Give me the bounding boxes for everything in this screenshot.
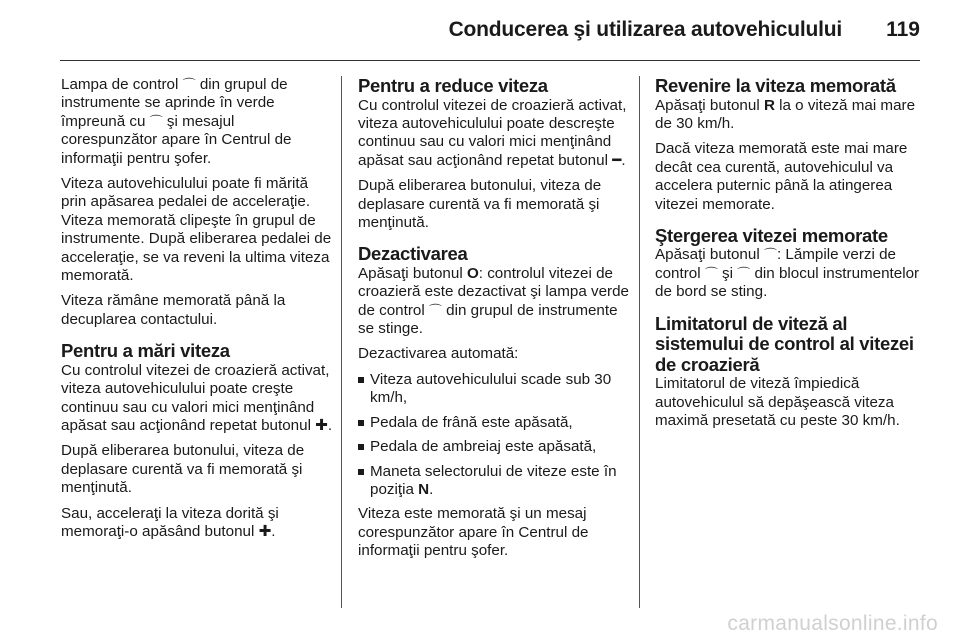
list-item: Maneta selectorului de viteze este în poziţia N. xyxy=(358,463,633,500)
column-1 xyxy=(61,76,333,612)
list-item: Pedala de ambreiaj este apăsată, xyxy=(358,438,633,456)
column-divider-1 xyxy=(341,76,342,608)
page-header xyxy=(0,0,960,60)
column-divider-2 xyxy=(639,76,640,608)
list-item: Pedala de frână este apăsată, xyxy=(358,414,633,432)
column-3 xyxy=(655,76,925,612)
paragraph-release-2: După eliberarea butonului, viteza de deplasare curentă va fi memorată şi menţinută. xyxy=(358,177,602,231)
heading-resume-speed: Revenire la viteza memorată xyxy=(655,75,896,96)
list-item: Viteza autovehiculului scade sub 30 km/h, xyxy=(358,371,633,408)
paragraph-reduce: Cu controlul vitezei de croazieră activat, viteza autovehiculului poate descreşte continuu sau cu valori mici menţinând apăsat sau acţionând repetat butonul ━. xyxy=(358,96,627,169)
cruise-control-icon: ⌒ xyxy=(763,247,777,263)
heading-clear-memory: Ştergerea vitezei memorate xyxy=(655,224,888,246)
paragraph-memory: Viteza rămâne memorată până la decuplarea contactului. xyxy=(61,292,286,328)
paragraph-resume: Apăsaţi butonul R la o viteză mai mare de 30 km/h. xyxy=(655,96,916,132)
heading-deactivation: Dezactivarea xyxy=(358,243,468,265)
chapter-title: Conducerea şi utilizarea autovehiculului xyxy=(448,18,842,41)
cruise-control-icon: ⌒ xyxy=(428,302,442,318)
paragraph-clear: Apăsaţi butonul ⌒: Lămpile verzi de control ⌒ şi ⌒ din blocul instrumentelor de bord se sting. xyxy=(655,246,920,301)
paragraph-increase: Cu controlul vitezei de croazieră activat, viteza autovehiculului poate creşte continuu sau cu valori mici menţinând apăsat sau acţionând repetat butonul ✚. xyxy=(61,361,333,434)
cruise-control-icon: ⌒ xyxy=(704,265,718,281)
cruise-control-icon: ⌒ xyxy=(149,113,163,129)
heading-increase-speed: Pentru a mări viteza xyxy=(61,340,230,362)
off-button-icon: O xyxy=(466,264,479,282)
minus-button-icon: ━ xyxy=(612,151,622,169)
paragraph-release-1: După eliberarea butonului, viteza de deplasare curentă va fi memorată şi menţinută. xyxy=(61,442,305,497)
paragraph-auto-deactivation: Dezactivarea automată: xyxy=(358,345,519,363)
paragraph-accelerate: Viteza autovehiculului poate fi mărită prin apăsarea pedalei de acceleraţie. Viteza memorată clipeşte în grupul de instrumente. După eliberarea pedalei de acceleraţie, se va reveni la ultima viteza memorată. xyxy=(61,175,332,285)
auto-deactivation-list xyxy=(358,371,633,499)
plus-button-icon: ✚ xyxy=(258,523,272,541)
resume-button-label: R xyxy=(763,96,775,114)
heading-reduce-speed: Pentru a reduce viteza xyxy=(358,75,548,96)
heading-speed-limiter: Limitatorul de viteză al sistemului de control al vitezei de croazieră xyxy=(655,312,914,375)
header-divider xyxy=(60,60,920,61)
cruise-control-icon: ⌒ xyxy=(182,77,196,92)
cruise-control-icon: ⌒ xyxy=(737,265,751,281)
page-number: 119 xyxy=(886,18,920,41)
paragraph-or-accelerate: Sau, acceleraţi la viteza dorită şi memoraţi-o apăsând butonul ✚. xyxy=(61,504,279,541)
paragraph-memorized: Viteza este memorată şi un mesaj corespunzător apare în Centrul de informaţii pentru şofer. xyxy=(358,505,589,560)
paragraph-higher-speed: Dacă viteza memorată este mai mare decât cea curentă, autovehiculul va accelera puternic până la atingerea vitezei memorate. xyxy=(655,140,908,213)
paragraph-limiter: Limitatorul de viteză împiedică autovehiculul să depăşească viteza maximă presetată cu peste 30 km/h. xyxy=(655,375,900,429)
plus-button-icon: ✚ xyxy=(315,417,328,434)
paragraph-control-lamp: Lampa de control ⌒ din grupul de instrumente se aprinde în verde împreună cu ⌒ şi mesajul corespunzător apare în Centrul de informaţii pentru şofer. xyxy=(61,76,292,167)
watermark: carmanualsonline.info xyxy=(727,612,938,635)
column-2 xyxy=(358,76,633,612)
neutral-position-label: N xyxy=(418,480,430,498)
paragraph-deactivate: Apăsaţi butonul O: controlul vitezei de croazieră este dezactivat şi lampa verde de control ⌒ din grupul de instrumente se stinge. xyxy=(358,264,629,338)
